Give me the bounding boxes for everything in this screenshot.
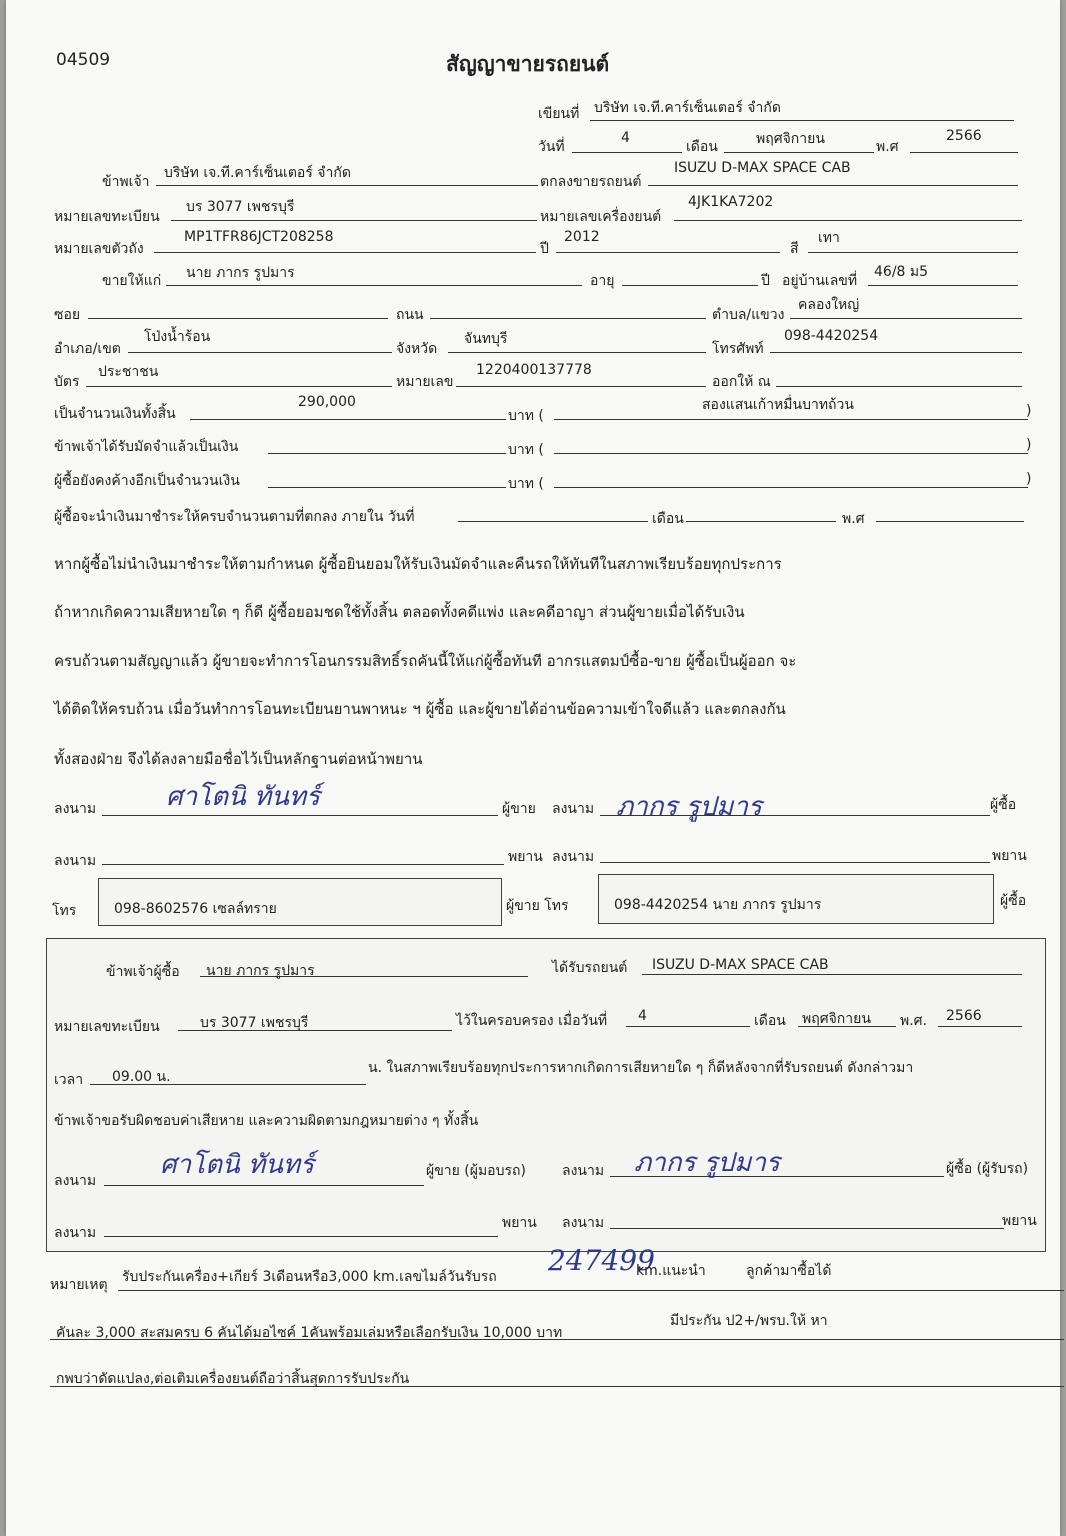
receipt-buyer-label: ข้าพเจ้าผู้ซื้อ (106, 964, 180, 980)
pay-due-label: ผู้ซื้อจะนำเงินมาชำระให้ครบจำนวนตามที่ตกลง ภายใน วันที่ (54, 509, 415, 525)
receipt-car-label: ได้รับรถยนต์ (552, 960, 628, 976)
address-label: อยู่บ้านเลขที่ (782, 273, 858, 289)
receipt-witness2-role: พยาน (1002, 1213, 1037, 1229)
district-value: โป่งน้ำร้อน (144, 329, 211, 345)
witness-sign-label: ลงนาม (54, 853, 97, 869)
date-day-line (572, 152, 682, 153)
address-line (868, 285, 1018, 286)
receipt-witness-sign-label: ลงนาม (54, 1225, 97, 1241)
written-at-value: บริษัท เจ.ที.คาร์เซ็นเตอร์ จำกัด (594, 100, 781, 116)
province-label: จังหวัด (396, 341, 438, 357)
receipt-year-label: พ.ศ. (900, 1013, 928, 1029)
issued-label: ออกให้ ณ (712, 374, 771, 390)
address-value: 46/8 ม5 (874, 264, 929, 280)
buyer-signature: ภากร รูปมาร (616, 792, 762, 822)
receipt-day: 4 (638, 1008, 647, 1024)
receipt-day-line (626, 1026, 750, 1027)
date-year-label: พ.ศ (876, 139, 899, 155)
deposit-baht: บาท ( (508, 442, 544, 458)
color-label: สี (790, 241, 799, 257)
province-value: จันทบุรี (464, 331, 508, 347)
pay-due-month-label: เดือน (652, 511, 684, 527)
receipt-reg: บร 3077 เพชรบุรี (200, 1015, 309, 1031)
balance-label: ผู้ซื้อยังคงค้างอีกเป็นจำนวนเงิน (54, 473, 240, 489)
total-words: สองแสนเก้าหมื่นบาทถ้วน (702, 397, 854, 413)
receipt-month-label: เดือน (754, 1013, 786, 1029)
buyer-value: นาย ภากร รูปมาร (186, 265, 295, 281)
id-label: หมายเลข (396, 374, 454, 390)
engine-line (674, 220, 1022, 221)
phone-label: โทรศัพท์ (712, 341, 764, 357)
buyer-line (166, 285, 582, 286)
phone-row-label: โทร (52, 903, 77, 919)
pay-due-day-line (458, 521, 648, 522)
subdistrict-value: คลองใหญ่ (798, 297, 860, 313)
total-label: เป็นจำนวนเงินทั้งสิ้น (54, 406, 176, 422)
subdistrict-label: ตำบล/แขวง (712, 307, 785, 323)
witness2-role: พยาน (992, 848, 1027, 864)
year-model-line (556, 252, 780, 253)
buyer-role: ผู้ซื้อ (990, 797, 1017, 813)
reg-label: หมายเลขทะเบียน (54, 209, 160, 225)
pay-due-year-line (876, 521, 1024, 522)
remark-label: หมายเหตุ (50, 1277, 108, 1293)
id-value: 1220400137778 (476, 362, 592, 378)
receipt-witness1-role: พยาน (502, 1215, 537, 1231)
balance-close: ) (1026, 471, 1032, 487)
receipt-time: 09.00 น. (112, 1069, 171, 1085)
subdistrict-line (790, 318, 1022, 319)
sign-label-2: ลงนาม (552, 801, 595, 817)
receipt-time-label: เวลา (54, 1072, 84, 1088)
date-year-value: 2566 (946, 128, 982, 144)
witness1-role: พยาน (508, 849, 543, 865)
road-line (430, 318, 706, 319)
pay-due-month-line (686, 521, 836, 522)
road-label: ถนน (396, 307, 424, 323)
id-line (456, 386, 706, 387)
deposit-close: ) (1026, 437, 1032, 453)
card-value: ประชาชน (98, 364, 159, 380)
receipt-witness2-line (610, 1228, 1004, 1229)
seller-line (156, 185, 538, 186)
receipt-year: 2566 (946, 1008, 982, 1024)
color-value: เทา (818, 230, 840, 246)
remark-line-1 (118, 1290, 1064, 1291)
district-label: อำเภอ/เขต (54, 341, 121, 357)
receipt-car: ISUZU D-MAX SPACE CAB (652, 957, 829, 973)
written-at-label: เขียนที่ (538, 106, 580, 122)
engine-label: หมายเลขเครื่องยนต์ (540, 209, 662, 225)
year-model-label: ปี (540, 241, 549, 257)
doc-title: สัญญาขายรถยนต์ (446, 52, 610, 76)
receipt-sign-label: ลงนาม (54, 1173, 97, 1189)
agree-line (648, 185, 1018, 186)
district-line (128, 352, 392, 353)
contract-page (6, 0, 1060, 1536)
remark-line2b: มีประกัน ป2+/พรบ.ให้ หา (670, 1313, 828, 1329)
receipt-car-line (642, 974, 1022, 975)
card-label: บัตร (54, 374, 80, 390)
sign-label: ลงนาม (54, 801, 97, 817)
total-words-line (554, 419, 1028, 420)
reg-value: บร 3077 เพชรบุรี (186, 199, 295, 215)
receipt-month: พฤศจิกายน (802, 1011, 871, 1027)
phone-value: 098-4420254 (784, 328, 879, 344)
seller-label: ข้าพเจ้า (102, 174, 150, 190)
year-model-value: 2012 (564, 229, 600, 245)
date-month-line (724, 152, 874, 153)
balance-baht: บาท ( (508, 476, 544, 492)
reg-line (171, 220, 537, 221)
date-day-label: วันที่ (538, 139, 565, 155)
terms-line-2: ถ้าหากเกิดความเสียหายใด ๆ ก็ดี ผู้ซื้อยอมชดใช้ทั้งสิ้น ตลอดทั้งคดีแพ่ง และคดีอาญา ส่วนผู้ขายเมื่อได้รับเงิน (54, 603, 745, 621)
seller-signature: ศาโตนิ ทันทร์ (166, 782, 321, 812)
buyer-phone: 098-4420254 นาย ภากร รูปมาร (614, 897, 822, 913)
receipt-sign-label-2: ลงนาม (562, 1163, 605, 1179)
soi-line (88, 318, 388, 319)
pay-due-year-label: พ.ศ (842, 511, 865, 527)
doc-number: 04509 (56, 50, 111, 70)
deposit-label: ข้าพเจ้าได้รับมัดจำแล้วเป็นเงิน (54, 439, 239, 455)
remark-line1b: km.แนะนำ (636, 1263, 706, 1279)
seller-role: ผู้ขาย (502, 801, 536, 817)
agree-value: ISUZU D-MAX SPACE CAB (674, 160, 851, 176)
chassis-line (154, 252, 536, 253)
date-year-line (910, 152, 1018, 153)
terms-line-1: หากผู้ซื้อไม่นำเงินมาชำระให้ตามกำหนด ผู้ซื้อยินยอมให้รับเงินมัดจำและคืนรถให้ทันทีในสภาพเรียบร้อยทุกประการ (54, 555, 782, 573)
buyer-phone-role: ผู้ซื้อ (1000, 893, 1027, 909)
witness-sign-label-2: ลงนาม (552, 849, 595, 865)
terms-line-3: ครบถ้วนตามสัญญาแล้ว ผู้ขายจะทำการโอนกรรมสิทธิ์รถคันนี้ให้แก่ผู้ซื้อทันที อากรแสตมป์ซื้อ-ขาย ผู้ซื้อเป็นผู้ออก จะ (54, 652, 797, 670)
province-line (448, 352, 706, 353)
receipt-year-line (938, 1026, 1022, 1027)
receipt-buyer-role: ผู้ซื้อ (ผู้รับรถ) (946, 1161, 1029, 1177)
terms-line-5: ทั้งสองฝ่าย จึงได้ลงลายมือชื่อไว้เป็นหลักฐานต่อหน้าพยาน (54, 750, 423, 768)
agree-label: ตกลงขายรถยนต์ (540, 174, 642, 190)
receipt-witness-sign-label-2: ลงนาม (562, 1215, 605, 1231)
total-value: 290,000 (298, 394, 356, 410)
deposit-line (268, 453, 506, 454)
total-baht: บาท ( (508, 408, 544, 424)
age-line (622, 285, 758, 286)
deposit-words-line (554, 453, 1028, 454)
receipt-buyer: นาย ภากร รูปมาร (206, 963, 315, 979)
seller-phone: 098-8602576 เซลล์ทราย (114, 901, 277, 917)
receipt-seller-role: ผู้ขาย (ผู้มอบรถ) (426, 1163, 526, 1179)
receipt-section (46, 938, 1046, 1252)
chassis-value: MP1TFR86JCT208258 (184, 229, 334, 245)
soi-label: ซอย (54, 307, 81, 323)
date-day-value: 4 (621, 130, 630, 146)
receipt-time-text: น. ในสภาพเรียบร้อยทุกประการหากเกิดการเสียหายใด ๆ ก็ดีหลังจากที่รับรถยนต์ ดังกล่าวมา (368, 1060, 914, 1076)
color-line (808, 252, 1018, 253)
chassis-label: หมายเลขตัวถัง (54, 241, 144, 257)
witness2-line (600, 862, 990, 863)
balance-words-line (554, 487, 1028, 488)
receipt-reg-label: หมายเลขทะเบียน (54, 1019, 160, 1035)
remark-line1a: รับประกันเครื่อง+เกียร์ 3เดือนหรือ3,000 km.เลขไมล์วันรับรถ (122, 1269, 497, 1285)
engine-value: 4JK1KA7202 (688, 194, 774, 210)
terms-line-4: ได้ติดให้ครบถ้วน เมื่อวันทำการโอนทะเบียนยานพาหนะ ฯ ผู้ซื้อ และผู้ขายได้อ่านข้อความเข้าใจดีแล้ว และตกลงกัน (54, 700, 786, 718)
seller-phone-role: ผู้ขาย โทร (506, 898, 569, 914)
receipt-buyer-signature: ภากร รูปมาร (634, 1148, 780, 1178)
balance-line (268, 487, 506, 488)
age-unit: ปี (761, 273, 770, 289)
remark-line2a: คันละ 3,000 สะสมครบ 6 คันได้มอไซค์ 1คันพร้อมเล่มหรือเลือกรับเงิน 10,000 บาท (56, 1325, 563, 1341)
written-at-line (590, 120, 1014, 121)
receipt-liability: ข้าพเจ้าขอรับผิดชอบค่าเสียหาย และความผิดตามกฎหมายต่าง ๆ ทั้งสิ้น (54, 1113, 479, 1129)
date-month-value: พฤศจิกายน (756, 131, 825, 147)
phone-line (770, 352, 1022, 353)
receipt-seller-signature: ศาโตนิ ทันทร์ (160, 1150, 315, 1180)
remark-line3: กพบว่าดัดแปลง,ต่อเติมเครื่องยนต์ถือว่าสิ้นสุดการรับประกัน (56, 1371, 410, 1387)
receipt-seller-sign-line (104, 1185, 424, 1186)
issued-line (776, 386, 1022, 387)
buyer-label: ขายให้แก่ (102, 273, 162, 289)
card-line (86, 386, 392, 387)
remark-line1c: ลูกค้ามาซื้อได้ (746, 1263, 832, 1279)
receipt-possess-label: ไว้ในครอบครอง เมื่อวันที่ (456, 1013, 608, 1029)
age-label: อายุ (590, 273, 615, 289)
total-line (190, 419, 506, 420)
total-close: ) (1026, 403, 1032, 419)
remark-mileage: 247499 (548, 1244, 655, 1277)
date-month-label: เดือน (686, 139, 718, 155)
receipt-witness1-line (104, 1236, 498, 1237)
witness1-line (102, 864, 504, 865)
seller-value: บริษัท เจ.ที.คาร์เซ็นเตอร์ จำกัด (164, 165, 351, 181)
